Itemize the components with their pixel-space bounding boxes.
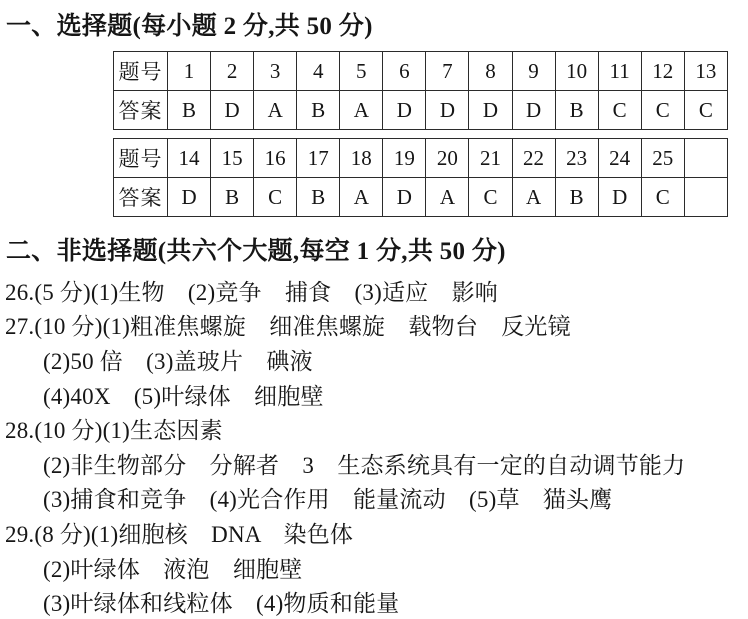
answer-cell: 13 xyxy=(684,52,727,91)
answer-line: (3)叶绿体和线粒体 (4)物质和能量 xyxy=(43,591,400,617)
answer-cell: D xyxy=(211,91,254,130)
answer-cell: A xyxy=(512,178,555,217)
answer-cell: 12 xyxy=(641,52,684,91)
row-header-label: 答案 xyxy=(114,91,168,130)
choice-answer-table-group1 xyxy=(113,51,728,130)
answer-cell: 18 xyxy=(340,139,383,178)
answer-cell: D xyxy=(598,178,641,217)
table-row-answers xyxy=(114,91,728,130)
answer-line: (2)叶绿体 液泡 细胞壁 xyxy=(43,556,303,582)
answer-cell: C xyxy=(598,91,641,130)
answer-cell xyxy=(684,178,727,217)
answer-cell: B xyxy=(211,178,254,217)
answer-line: 27.(10 分)(1)粗准焦螺旋 细准焦螺旋 载物台 反光镜 xyxy=(5,314,571,340)
answer-line: (2)非生物部分 分解者 3 生态系统具有一定的自动调节能力 xyxy=(43,452,686,478)
answer-cell: B xyxy=(555,178,598,217)
answer-cell: C xyxy=(254,178,297,217)
answer-cell: C xyxy=(469,178,512,217)
table-row-numbers xyxy=(114,52,728,91)
answer-cell: A xyxy=(254,91,297,130)
answer-cell: 5 xyxy=(340,52,383,91)
non-choice-answer-lines xyxy=(0,273,748,619)
answer-cell: D xyxy=(383,178,426,217)
answer-cell: B xyxy=(168,91,211,130)
answer-line: 29.(8 分)(1)细胞核 DNA 染色体 xyxy=(5,521,354,547)
answer-cell: 4 xyxy=(297,52,340,91)
answer-cell: 23 xyxy=(555,139,598,178)
answer-cell: 22 xyxy=(512,139,555,178)
answer-line: (4)40X (5)叶绿体 细胞壁 xyxy=(43,383,324,409)
answer-cell: B xyxy=(297,91,340,130)
answer-cell: A xyxy=(340,178,383,217)
answer-cell: A xyxy=(426,178,469,217)
answer-cell: C xyxy=(641,91,684,130)
answer-cell: D xyxy=(168,178,211,217)
answer-line: (2)50 倍 (3)盖玻片 碘液 xyxy=(43,348,313,374)
answer-line: 26.(5 分)(1)生物 (2)竞争 捕食 (3)适应 影响 xyxy=(5,279,498,305)
row-header-label: 题号 xyxy=(114,139,168,178)
answer-cell: D xyxy=(426,91,469,130)
answer-cell: 7 xyxy=(426,52,469,91)
answer-line: 28.(10 分)(1)生态因素 xyxy=(5,418,223,444)
answer-cell: D xyxy=(469,91,512,130)
choice-answer-table-group2 xyxy=(113,138,728,217)
answer-cell: 8 xyxy=(469,52,512,91)
answer-cell: 21 xyxy=(469,139,512,178)
answer-cell: 24 xyxy=(598,139,641,178)
answer-cell: 3 xyxy=(254,52,297,91)
answer-cell: B xyxy=(555,91,598,130)
answer-cell: A xyxy=(340,91,383,130)
section1-title: 一、选择题(每小题 2 分,共 50 分) xyxy=(6,13,373,40)
answer-cell: 2 xyxy=(211,52,254,91)
answer-cell: 19 xyxy=(383,139,426,178)
answer-cell: 25 xyxy=(641,139,684,178)
answer-cell: C xyxy=(641,178,684,217)
answer-cell: 20 xyxy=(426,139,469,178)
answer-cell: 1 xyxy=(168,52,211,91)
answer-cell: 9 xyxy=(512,52,555,91)
row-header-label: 答案 xyxy=(114,178,168,217)
answer-cell: 16 xyxy=(254,139,297,178)
table-row-answers xyxy=(114,178,728,217)
answer-cell: 17 xyxy=(297,139,340,178)
answer-cell: C xyxy=(684,91,727,130)
table-row-numbers xyxy=(114,139,728,178)
section2-title: 二、非选择题(共六个大题,每空 1 分,共 50 分) xyxy=(6,238,506,265)
answer-cell: 10 xyxy=(555,52,598,91)
answer-cell: 6 xyxy=(383,52,426,91)
answer-cell: 15 xyxy=(211,139,254,178)
answer-line: (3)捕食和竞争 (4)光合作用 能量流动 (5)草 猫头鹰 xyxy=(43,487,613,513)
answer-cell: B xyxy=(297,178,340,217)
answer-cell: 11 xyxy=(598,52,641,91)
answer-cell xyxy=(684,139,727,178)
answer-cell: 14 xyxy=(168,139,211,178)
answer-cell: D xyxy=(512,91,555,130)
row-header-label: 题号 xyxy=(114,52,168,91)
answer-cell: D xyxy=(383,91,426,130)
